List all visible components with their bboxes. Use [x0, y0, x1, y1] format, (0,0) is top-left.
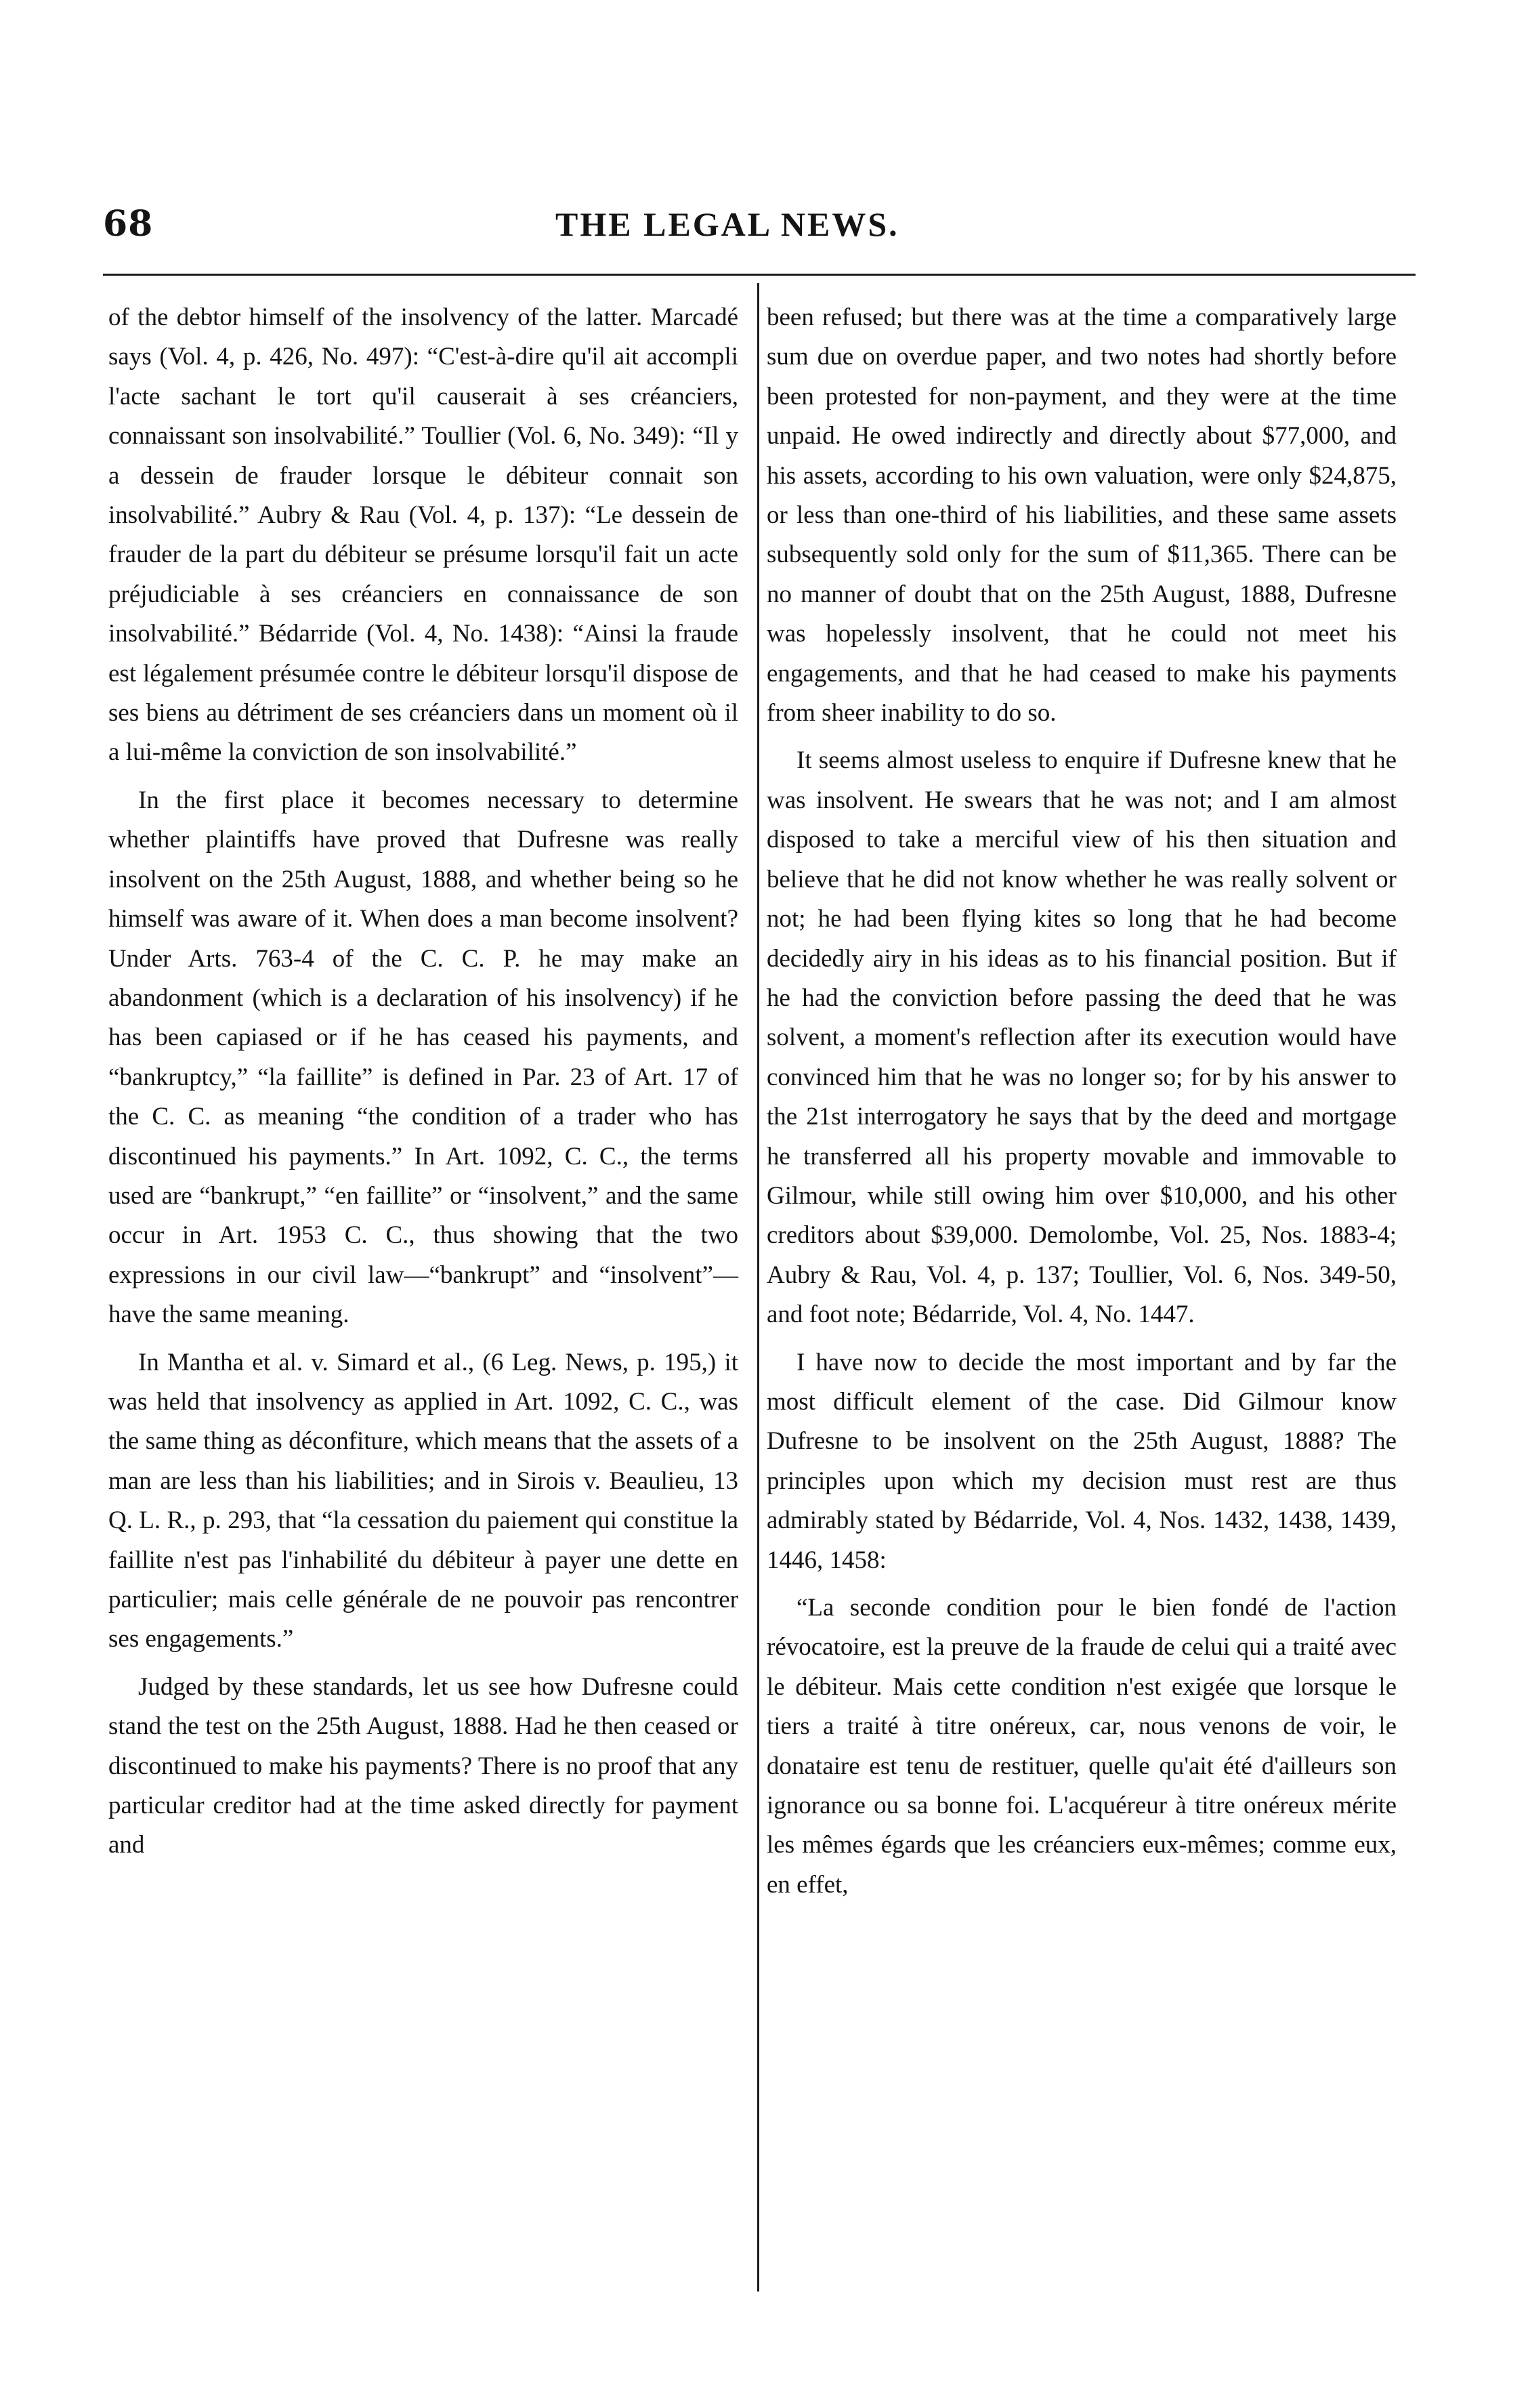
page-number: 68 — [103, 203, 154, 245]
paragraph: “La seconde condition pour le bien fondé de l'action révocatoire, est la preuve de la fraude de celui qui a traité avec le débiteur. Mais cette condition n'est exigée que lorsque le tiers a traité à titre onéreux, car, nous venons de voir, le donataire est tenu de restituer, quelle qu'ait été d'ailleurs son ignorance ou sa bonne foi. L'acquéreur à titre onéreux mérite les mêmes égards que les créanciers eux-mêmes; comme eux, en effet, — [767, 1594, 1397, 1899]
column-divider — [757, 283, 759, 2291]
paragraph: I have now to decide the most important and by far the most difficult element of the case. Did Gilmour know Dufresne to be insolvent on the 25th August, 1888? The principles upon which my decision must rest are thus admirably stated by Bédarride, Vol. 4, Nos. 1432, 1438, 1439, 1446, 1458: — [767, 1348, 1397, 1574]
header-rule — [103, 274, 1416, 276]
right-column — [767, 298, 1397, 1905]
paragraph: In the first place it becomes necessary to determine whether plaintiffs have proved that Dufresne was really insolvent on the 25th August, 1888, and whether being so he himself was aware of it. When does a man become insolvent? Under Arts. 763-4 of the C. C. P. he may make an abandonment (which is a declaration of his insolvency) if he has been capiased or if he has ceased his payments, and “bankruptcy,” “la faillite” is defined in Par. 23 of Art. 17 of the C. C. as meaning “the condition of a trader who has discontinued his payments.” In Art. 1092, C. C., the terms used are “bankrupt,” “en faillite” or “insolvent,” and the same occur in Art. 1953 C. C., thus showing that the two expressions in our civil law—“bankrupt” and “insolvent”—have the same meaning. — [108, 786, 738, 1329]
paragraph: In Mantha et al. v. Simard et al., (6 Leg. News, p. 195,) it was held that insolvency as applied in Art. 1092, C. C., was the same thing as déconfiture, which means that the assets of a man are less than his liabilities; and in Sirois v. Beaulieu, 13 Q. L. R., p. 293, that “la cessation du paiement qui constitue la faillite n'est pas l'inhabilité du débiteur à payer une dette en particulier; mais celle générale de ne pouvoir pas rencontrer ses engagements.” — [108, 1348, 738, 1653]
running-head-title: THE LEGAL NEWS. — [555, 205, 899, 243]
left-column — [108, 298, 738, 1865]
paragraph: It seems almost useless to enquire if Dufresne knew that he was insolvent. He swears that he was not; and I am almost disposed to take a merciful view of his then situation and believe that he did not know whether he was really solvent or not; he had been flying kites so long that he had become decidedly airy in his ideas as to his financial position. But if he had the conviction before passing the deed that he was solvent, a moment's reflection after its execution would have convinced him that he was no longer so; for by his answer to the 21st interrogatory he says that by the deed and mortgage he transferred all his property movable and immovable to Gilmour, while still owing him over $10,000, and his other creditors about $39,000. Demolombe, Vol. 25, Nos. 1883-4; Aubry & Rau, Vol. 4, p. 137; Toullier, Vol. 6, Nos. 349-50, and foot note; Bédarride, Vol. 4, No. 1447. — [767, 746, 1397, 1329]
paragraph: of the debtor himself of the insolvency of the latter. Marcadé says (Vol. 4, p. 426, No. 497): “C'est-à-dire qu'il ait accompli l'acte sachant le tort qu'il causerait à ses créanciers, connaissant son insolvabilité.” Toullier (Vol. 6, No. 349): “Il y a dessein de frauder lorsque le débiteur connait son insolvabilité.” Aubry & Rau (Vol. 4, p. 137): “Le dessein de frauder de la part du débiteur se présume lorsqu'il fait un acte préjudiciable à ses créanciers en connaissance de son insolvabilité.” Bédarride (Vol. 4, No. 1438): “Ainsi la fraude est légalement présumée contre le débiteur lorsqu'il dispose de ses biens au détriment de ses créanciers dans un moment où il a lui-même la conviction de son insolvabilité.” — [108, 303, 738, 767]
paragraph: been refused; but there was at the time a comparatively large sum due on overdue paper, and two notes had shortly before been protested for non-payment, and they were at the time unpaid. He owed indirectly and directly about $77,000, and his assets, according to his own valuation, were only $24,875, or less than one-third of his liabilities, and these same assets subsequently sold only for the sum of $11,365. There can be no manner of doubt that on the 25th August, 1888, Dufresne was hopelessly insolvent, that he could not meet his engagements, and that he had ceased to make his payments from sheer inability to do so. — [767, 303, 1397, 727]
paragraph: Judged by these standards, let us see how Dufresne could stand the test on the 25th August, 1888. Had he then ceased or discontinued to make his payments? There is no proof that any particular creditor had at the time asked directly for payment and — [108, 1672, 738, 1859]
